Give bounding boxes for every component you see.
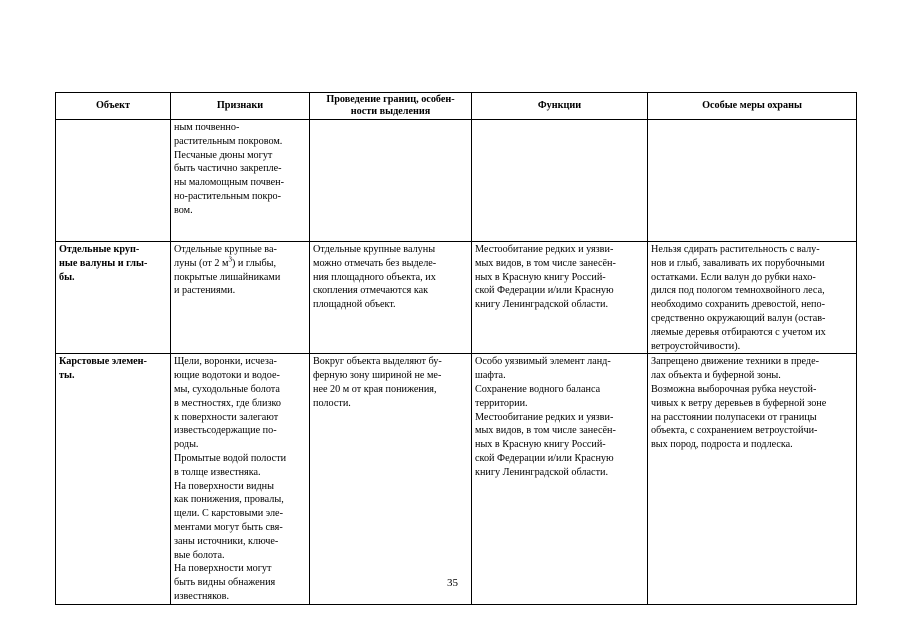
cell-line: мы, суходольные болота bbox=[174, 383, 280, 395]
cell-line: нее 20 м от края понижения, bbox=[313, 383, 437, 395]
cell-line: щели. С карстовыми эле- bbox=[174, 508, 283, 520]
cell-line: ны маломощным почвен- bbox=[174, 177, 285, 189]
cell-line: площадной объект. bbox=[313, 299, 396, 311]
cell-line: роды. bbox=[174, 439, 199, 451]
cell-line: мых видов, в том числе занесён- bbox=[475, 257, 616, 269]
table-row bbox=[56, 242, 857, 354]
cell-line: Карстовые элемен- bbox=[59, 356, 147, 368]
header-functions bbox=[472, 93, 648, 120]
cell-line: как понижения, провалы, bbox=[174, 494, 284, 506]
cell-line: быть частично закрепле- bbox=[174, 163, 282, 175]
header-object bbox=[56, 93, 171, 120]
cell-line: бы. bbox=[59, 271, 75, 283]
cell-line: вом. bbox=[174, 204, 193, 216]
cell-line: Запрещено движение техники в преде- bbox=[651, 356, 820, 368]
cell-line: Вокруг объекта выделяют бу- bbox=[313, 356, 442, 368]
cell-line: растительным покровом. bbox=[174, 135, 283, 147]
cell-line: известьсодержащие по- bbox=[174, 425, 277, 437]
cell-line: территории. bbox=[475, 397, 528, 409]
cell-functions bbox=[472, 242, 648, 354]
cell-line: ных в Красную книгу Россий- bbox=[475, 439, 606, 451]
cell-line: чивых к ветру деревьев в буферной зоне bbox=[651, 397, 827, 409]
cell-line: На поверхности видны bbox=[174, 480, 274, 492]
cell-line: ющие водотоки и водое- bbox=[174, 370, 280, 382]
cell-line: необходимо сохранить древостой, непо- bbox=[651, 299, 825, 311]
cell-line: скопления отмечаются как bbox=[313, 285, 429, 297]
cell-line: быть видны обнажения bbox=[174, 577, 276, 589]
cell-line: Сохранение водного баланса bbox=[475, 383, 601, 395]
header-measures bbox=[648, 93, 857, 120]
cell-line bbox=[174, 257, 306, 271]
cell-line: Нельзя сдирать растительность с валу- bbox=[651, 244, 820, 255]
cell-measures bbox=[648, 354, 857, 604]
cell-line: На поверхности могут bbox=[174, 563, 272, 575]
cell-line: Щели, воронки, исчеза- bbox=[174, 356, 277, 368]
cell-line: Отдельные круп- bbox=[59, 244, 140, 255]
cell-line: ных в Красную книгу Россий- bbox=[475, 271, 606, 283]
superscript: 3 bbox=[228, 255, 232, 264]
cell-line: средственно окружающий валун (остав- bbox=[651, 312, 826, 324]
cell-signs bbox=[171, 354, 310, 604]
cell-functions bbox=[472, 354, 648, 604]
table-row bbox=[56, 120, 857, 242]
header-signs bbox=[171, 93, 310, 120]
cell-line: ментами могут быть свя- bbox=[174, 521, 283, 533]
header-row bbox=[56, 93, 857, 120]
cell-functions bbox=[472, 120, 648, 242]
cell-signs bbox=[171, 120, 310, 242]
text-fragment: луны (от 2 м bbox=[174, 257, 229, 269]
cell-line: дился под пологом темнохвойного леса, bbox=[651, 285, 825, 297]
cell-line: покрытые лишайниками bbox=[174, 271, 281, 283]
cell-line: ния площадного объекта, их bbox=[313, 271, 436, 283]
cell-line: нов и глыб, заваливать их порубочными bbox=[651, 257, 825, 269]
cell-measures bbox=[648, 120, 857, 242]
cell-line: но-растительным покро- bbox=[174, 190, 282, 202]
header-text: Объект bbox=[95, 100, 131, 111]
cell-line: шафта. bbox=[475, 370, 506, 382]
cell-line: Песчаные дюны могут bbox=[174, 149, 273, 161]
header-boundaries bbox=[310, 93, 472, 120]
cell-line: и растениями. bbox=[174, 285, 236, 297]
cell-line: в местностях, где близко bbox=[174, 397, 282, 409]
cell-line: Возможна выборочная рубка неустой- bbox=[651, 383, 817, 395]
cell-line: ляемые деревья отбираются с учетом их bbox=[651, 326, 826, 338]
cell-object bbox=[56, 242, 171, 354]
cell-line: вых пород, подроста и подлеска. bbox=[651, 439, 793, 451]
cell-line: известняков. bbox=[174, 590, 229, 602]
cell-line: ской Федерации и/или Красную bbox=[475, 452, 614, 464]
document-table bbox=[55, 92, 857, 605]
cell-line: вые болота. bbox=[174, 549, 225, 561]
cell-line: в толще известняка. bbox=[174, 466, 261, 478]
cell-line: книгу Ленинградской области. bbox=[475, 466, 609, 478]
cell-line: к поверхности залегают bbox=[174, 411, 279, 423]
cell-line: полости. bbox=[313, 397, 351, 409]
cell-boundaries bbox=[310, 354, 472, 604]
header-text: Функции bbox=[537, 100, 582, 111]
cell-line: Отдельные крупные ва- bbox=[174, 244, 277, 255]
cell-object bbox=[56, 120, 171, 242]
cell-line: остатками. Если валун до рубки нахо- bbox=[651, 271, 816, 283]
cell-line: можно отмечать без выделе- bbox=[313, 257, 437, 269]
cell-line: Отдельные крупные валуны bbox=[313, 244, 436, 255]
cell-line: ты. bbox=[59, 370, 75, 382]
cell-boundaries bbox=[310, 120, 472, 242]
cell-line: ные валуны и глы- bbox=[59, 257, 148, 269]
cell-line: объекта, с сохранением ветроустойчи- bbox=[651, 425, 818, 437]
page-number: 35 bbox=[447, 577, 458, 589]
cell-line: ным почвенно- bbox=[174, 122, 240, 133]
cell-boundaries bbox=[310, 242, 472, 354]
cell-line: мых видов, в том числе занесён- bbox=[475, 425, 616, 437]
cell-line: Особо уязвимый элемент ланд- bbox=[475, 356, 611, 368]
cell-line: ферную зону шириной не ме- bbox=[313, 370, 442, 382]
cell-line: лах объекта и буферной зоны. bbox=[651, 370, 781, 382]
text-fragment: ) и глыбы, bbox=[231, 257, 277, 269]
cell-line: на расстоянии полупасеки от границы bbox=[651, 411, 817, 423]
cell-object bbox=[56, 354, 171, 604]
cell-line: Местообитание редких и уязви- bbox=[475, 411, 614, 423]
cell-line: ветроустойчивости). bbox=[651, 340, 741, 352]
cell-measures bbox=[648, 242, 857, 354]
cell-line: заны источники, ключе- bbox=[174, 535, 279, 547]
header-text: ности выделения bbox=[350, 106, 431, 117]
header-text: Особые меры охраны bbox=[702, 100, 802, 111]
cell-line: Промытые водой полости bbox=[174, 452, 287, 464]
cell-line: книгу Ленинградской области. bbox=[475, 299, 609, 311]
header-text: Признаки bbox=[216, 100, 264, 111]
cell-signs bbox=[171, 242, 310, 354]
cell-line: ской Федерации и/или Красную bbox=[475, 285, 614, 297]
header-text: Проведение границ, особен- bbox=[326, 94, 455, 105]
cell-line: Местообитание редких и уязви- bbox=[475, 244, 614, 255]
table-row bbox=[56, 354, 857, 604]
